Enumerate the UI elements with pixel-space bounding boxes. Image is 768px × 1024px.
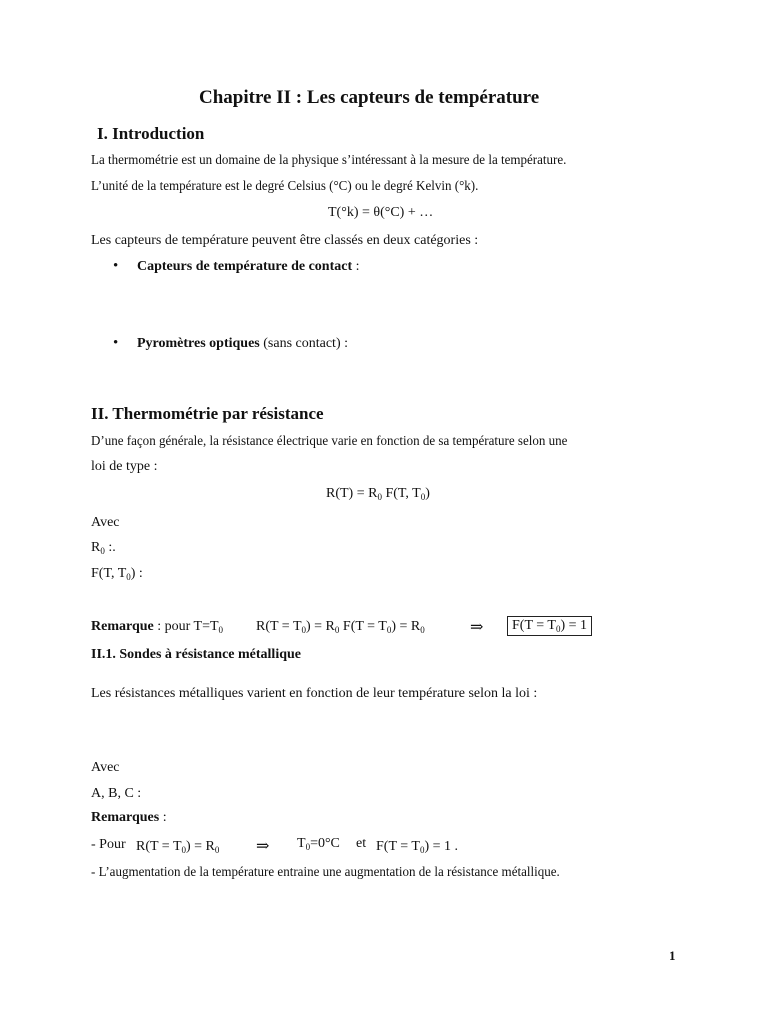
implies-arrow: ⇒ bbox=[470, 619, 484, 636]
avec-label: Avec bbox=[91, 760, 120, 775]
eq-part: ) bbox=[425, 486, 430, 501]
eq-sub: 0 bbox=[214, 845, 220, 855]
eq-part: F(T, T bbox=[381, 486, 421, 501]
eq-sub: 0 bbox=[218, 625, 224, 635]
remarques-colon: : bbox=[159, 810, 167, 825]
bullet-bold-text: Capteurs de température de contact bbox=[137, 259, 353, 274]
eq-part: R(T = T bbox=[256, 619, 302, 634]
r0-text: :. bbox=[104, 540, 116, 555]
t0-value bbox=[297, 836, 340, 852]
remarque-label: Remarque bbox=[91, 619, 154, 634]
bullet-text: (sans contact) : bbox=[259, 336, 348, 351]
eq-sub: 0 bbox=[181, 845, 186, 855]
page-number: 1 bbox=[669, 948, 676, 963]
eq-part: F(T = T bbox=[339, 619, 387, 634]
abc-definition: A, B, C : bbox=[91, 786, 142, 801]
boxed-equation bbox=[507, 616, 592, 636]
paragraph: L’unité de la température est le degré Celsius (°C) ou le degré Kelvin (°k). bbox=[91, 179, 479, 194]
paragraph: D’une façon générale, la résistance électrique varie en fonction de sa température selon une bbox=[91, 434, 568, 449]
eq-sub: 0 bbox=[301, 625, 306, 635]
eq-sub: 0 bbox=[100, 546, 105, 556]
f-text: ) : bbox=[130, 566, 143, 581]
bullet-optical-pyrometers bbox=[137, 336, 348, 352]
bullet-text: : bbox=[352, 259, 360, 274]
f-symbol: F(T, T bbox=[91, 566, 127, 581]
section-heading-introduction: I. Introduction bbox=[97, 124, 205, 143]
pour-label: - Pour bbox=[91, 837, 126, 852]
eq-sub: 0 bbox=[334, 625, 340, 635]
bullet-bold-text: Pyromètres optiques bbox=[137, 336, 260, 351]
eq-sub: 0 bbox=[377, 492, 382, 502]
paragraph: Les capteurs de température peuvent être classés en deux catégories : bbox=[91, 233, 479, 248]
eq-sub: 0 bbox=[419, 845, 425, 855]
r0-definition bbox=[91, 540, 116, 556]
eq-sub: 0 bbox=[305, 842, 311, 852]
et-label: et bbox=[356, 836, 367, 851]
remarque-equation-f bbox=[376, 839, 458, 855]
equation-kelvin: T(°k) = θ(°C) + … bbox=[328, 205, 434, 220]
eq-part: ) = 1 bbox=[560, 618, 588, 633]
eq-sub: 0 bbox=[555, 624, 561, 634]
paragraph: - L’augmentation de la température entraine une augmentation de la résistance métallique. bbox=[91, 865, 560, 880]
subsection-heading: II.1. Sondes à résistance métallique bbox=[91, 647, 301, 662]
eq-sub: 0 bbox=[420, 492, 426, 502]
eq-part: ) = R bbox=[391, 619, 421, 634]
eq-sub: 0 bbox=[386, 625, 392, 635]
equation-resistance-law bbox=[326, 486, 430, 502]
implies-arrow: ⇒ bbox=[256, 838, 270, 855]
f-definition bbox=[91, 566, 143, 582]
eq-part: ) = 1 . bbox=[424, 839, 459, 854]
remarques-label: Remarques bbox=[91, 810, 160, 825]
paragraph: La thermométrie est un domaine de la physique s’intéressant à la mesure de la température. bbox=[91, 153, 567, 168]
remarque-text: : pour T=T bbox=[153, 619, 219, 634]
remarques-heading bbox=[91, 810, 167, 826]
remarque-line bbox=[91, 619, 223, 635]
eq-part: ) = R bbox=[186, 839, 215, 854]
eq-part: ) = R bbox=[306, 619, 335, 634]
paragraph: loi de type : bbox=[91, 459, 158, 474]
remarque-equation bbox=[256, 619, 425, 635]
bullet-contact-sensors bbox=[137, 259, 360, 275]
section-heading-resistance: II. Thermométrie par résistance bbox=[91, 404, 324, 423]
page-title: Chapitre II : Les capteurs de température bbox=[199, 87, 540, 108]
eq-part: F(T = T bbox=[512, 618, 556, 633]
remarque-equation-r bbox=[136, 839, 219, 855]
eq-part: F(T = T bbox=[376, 839, 420, 854]
t0-text: =0°C bbox=[310, 836, 340, 851]
eq-sub: 0 bbox=[126, 572, 131, 582]
eq-part: R(T = T bbox=[136, 839, 182, 854]
r0-symbol: R bbox=[91, 540, 101, 555]
t0-symbol: T bbox=[297, 836, 306, 851]
paragraph: Les résistances métalliques varient en fonction de leur température selon la loi : bbox=[91, 686, 538, 701]
eq-sub: 0 bbox=[420, 625, 425, 635]
eq-part: R(T) = R bbox=[326, 486, 378, 501]
avec-label: Avec bbox=[91, 515, 120, 530]
